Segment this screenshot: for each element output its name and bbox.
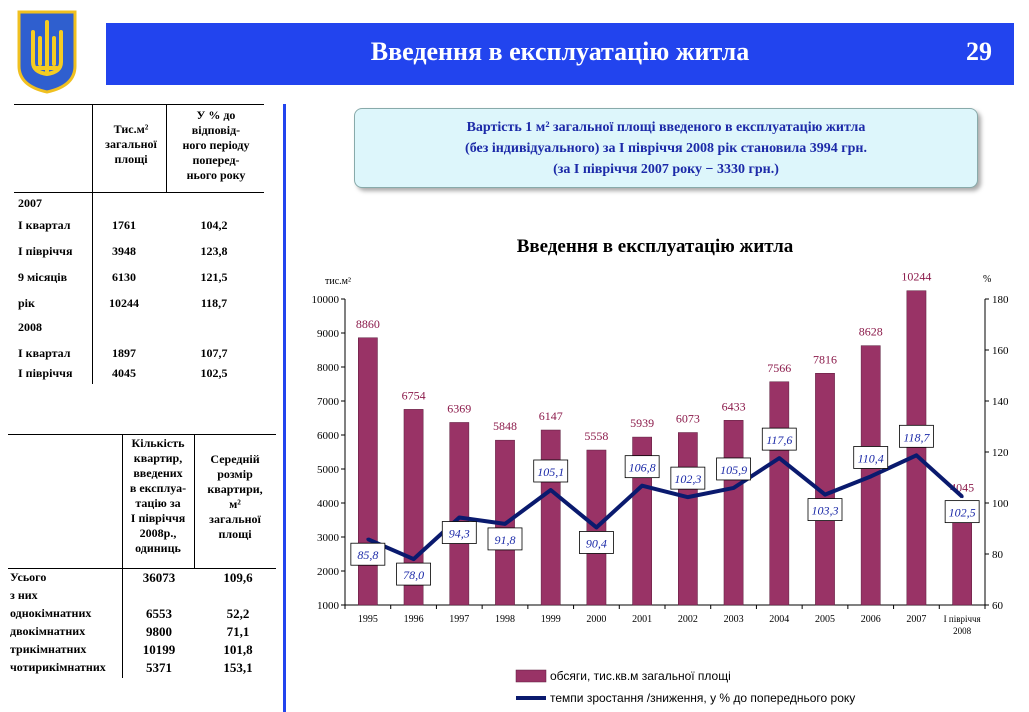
line-point (961, 495, 964, 498)
x-axis-tick-label: 2004 (769, 614, 790, 625)
line-data-label: 91,8 (494, 532, 516, 547)
quarterly-table-col2-header: У % до відповід- ного періоду поперед- нього року (182, 108, 250, 182)
bar-data-label: 6369 (447, 401, 472, 416)
line-point (732, 486, 735, 489)
table-row: з них (10, 588, 38, 602)
quarterly-table-col1-header: Тис.м² загальної площі (105, 122, 157, 166)
page-number: 29 (966, 37, 992, 66)
table-row: І півріччя 3948 123,8 (18, 244, 228, 258)
left-axis-tick-label: 10000 (311, 294, 339, 306)
line-data-label: 105,9 (720, 462, 748, 477)
coat-of-arms-logo (15, 8, 79, 94)
price-info-box (354, 108, 978, 188)
housing-chart (290, 262, 1020, 712)
info-line-3: (за І півріччя 2007 року − 3330 грн.) (553, 162, 779, 177)
line-point (869, 475, 872, 478)
legend-bar-label: обсяги, тис.кв.м загальної площі (550, 669, 731, 683)
left-axis-label: тис.м² (325, 276, 351, 287)
x-axis-tick-label: І півріччя (943, 614, 981, 624)
x-axis-tick-label: 2003 (723, 614, 744, 625)
right-axis-tick-label: 80 (992, 549, 1003, 561)
right-axis-label: % (983, 274, 992, 285)
x-axis-tick-label: 2007 (906, 614, 927, 625)
line-data-label: 103,3 (811, 503, 839, 518)
info-line-1: Вартість 1 м² загальної площі введеного в експлуатацію житла (466, 120, 866, 135)
left-axis-tick-label: 9000 (317, 328, 339, 340)
table-row: трикімнатних 10199 101,8 (10, 642, 253, 657)
x-axis-tick-label: 2006 (860, 614, 881, 625)
x-axis-tick-label: 2008 (953, 626, 972, 636)
line-data-label: 118,7 (903, 430, 930, 445)
x-axis-tick-label: 2000 (586, 614, 607, 625)
bar-data-label: 8628 (858, 324, 883, 339)
line-point (366, 538, 369, 541)
left-axis-tick-label: 8000 (317, 362, 339, 374)
table-row: рік 10244 118,7 (18, 296, 228, 310)
line-data-label: 105,1 (537, 464, 565, 479)
bar (724, 420, 743, 605)
legend-line-label: темпи зростання /зниження, у % до попереднього року (550, 691, 856, 705)
info-line-2: (без індивідуального) за І півріччя 2008 рік становила 3994 грн. (465, 141, 867, 156)
line-data-label: 78,0 (403, 568, 425, 583)
table-row: чотирикімнатних 5371 153,1 (10, 660, 253, 675)
x-axis-tick-label: 1996 (403, 614, 424, 625)
bar (678, 433, 697, 605)
line-data-label: 106,8 (628, 460, 656, 475)
bar (450, 422, 469, 605)
line-point (504, 522, 507, 525)
bar-data-label: 6147 (538, 409, 563, 424)
line-point (778, 457, 781, 460)
right-axis-tick-label: 60 (992, 600, 1003, 612)
line-point (458, 516, 461, 519)
vertical-divider (283, 104, 286, 712)
table-row: 9 місяців 6130 121,5 (18, 270, 228, 284)
left-axis-tick-label: 1000 (317, 600, 339, 612)
line-data-label: 94,3 (448, 526, 470, 541)
x-axis-tick-label: 1998 (495, 614, 515, 625)
table-row: І квартал 1897 107,7 (18, 346, 228, 360)
line-data-label: 85,8 (357, 548, 379, 563)
x-axis-tick-label: 1995 (357, 614, 378, 625)
apartments-table-col1-header: Кількість квартир, введених в експлуа- тацію за І півріччя 2008р., одиниць (129, 436, 187, 555)
left-axis-tick-label: 7000 (317, 396, 339, 408)
left-axis-tick-label: 5000 (317, 464, 339, 476)
bar-data-label: 7566 (767, 360, 792, 375)
bar-data-label: 8860 (355, 316, 380, 331)
line-data-label: 102,3 (674, 472, 702, 487)
bar-data-label: 6073 (675, 411, 700, 426)
bar (770, 382, 789, 605)
table-row: 2007 (18, 196, 42, 210)
line-data-label: 117,6 (766, 433, 793, 448)
right-axis-tick-label: 160 (992, 345, 1009, 357)
line-point (641, 484, 644, 487)
plot-area (345, 299, 985, 605)
x-axis-tick-label: 1997 (449, 614, 470, 625)
right-axis-tick-label: 140 (992, 396, 1009, 408)
chart-title: Введення в експлуатацію житла (516, 236, 794, 257)
line-point (549, 488, 552, 491)
table-row: однокімнатних 6553 52,2 (10, 606, 250, 621)
bar-data-label: 7816 (813, 352, 837, 367)
bar (541, 430, 560, 605)
bar-data-label: 4045 (950, 480, 975, 495)
legend-bar-swatch (516, 670, 546, 682)
table-row: двокімнатних 9800 71,1 (10, 624, 250, 639)
bar-data-label: 5848 (493, 419, 517, 434)
x-axis-tick-label: 2001 (632, 614, 653, 625)
bar-data-label: 5558 (584, 429, 609, 444)
left-axis-tick-label: 4000 (317, 498, 339, 510)
bar-data-label: 10244 (901, 269, 932, 284)
x-axis-tick-label: 2005 (815, 614, 835, 625)
table-row: 2008 (18, 320, 42, 334)
line-point (595, 526, 598, 529)
bar-data-label: 6433 (721, 399, 746, 414)
table-row: Усього 36073 109,6 (10, 570, 253, 585)
line-point (686, 496, 689, 499)
bar (907, 291, 926, 605)
page-title: Введення в експлуатацію житла (370, 37, 750, 66)
x-axis-tick-label: 2002 (677, 614, 698, 625)
line-point (824, 493, 827, 496)
line-point (412, 558, 415, 561)
line-data-label: 90,4 (585, 536, 607, 551)
line-data-label: 110,4 (857, 451, 884, 466)
left-axis-tick-label: 2000 (317, 566, 339, 578)
apartments-table-col2-header: Середній розмір квартири, м² загальної площі (207, 452, 263, 541)
x-axis-tick-label: 1999 (540, 614, 561, 625)
left-axis-tick-label: 3000 (317, 532, 339, 544)
bar-data-label: 5939 (630, 416, 655, 431)
header-bar (106, 23, 1014, 85)
table-row: І півріччя 4045 102,5 (18, 366, 228, 380)
bar-data-label: 6754 (401, 388, 426, 403)
right-axis-tick-label: 120 (992, 447, 1009, 459)
right-axis-tick-label: 100 (992, 498, 1009, 510)
table-row: І квартал 1761 104,2 (18, 218, 228, 232)
line-data-label: 102,5 (948, 505, 976, 520)
left-axis-tick-label: 6000 (317, 430, 339, 442)
right-axis-tick-label: 180 (992, 294, 1009, 306)
line-point (915, 454, 918, 457)
